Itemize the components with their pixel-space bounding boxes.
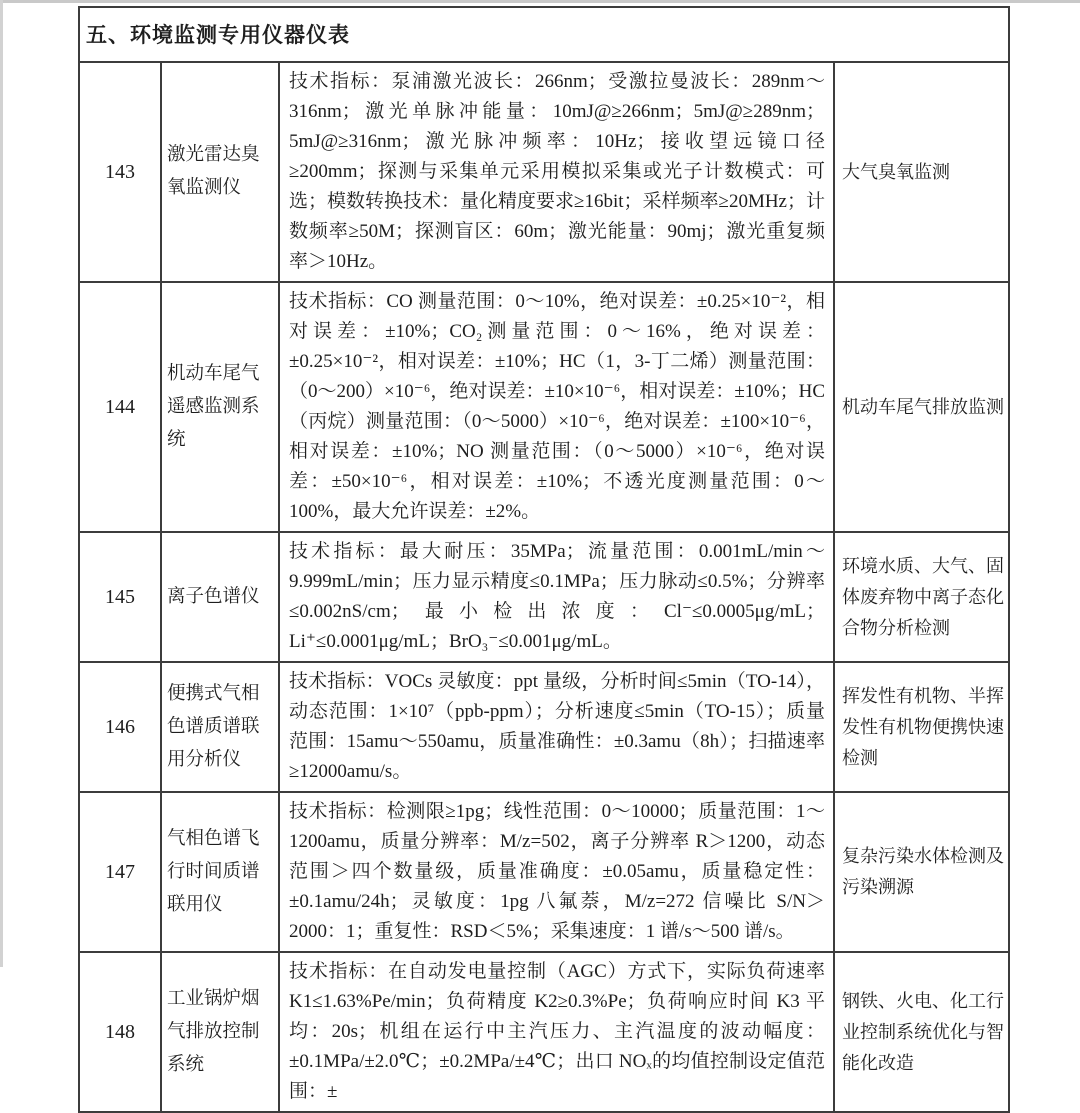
row-number: 144 [79,282,161,532]
instrument-name: 激光雷达臭氧监测仪 [161,62,279,282]
table-row [79,792,1009,952]
application: 复杂污染水体检测及污染溯源 [834,792,1009,952]
section-header-row [79,7,1009,62]
row-number: 147 [79,792,161,952]
tech-specs: 技术指标：检测限≥1pg；线性范围：0～10000；质量范围：1～1200amu，质量分辨率：M/z=502，离子分辨率 R＞1200，动态范围＞四个数量级，质量准确度：±0.05amu，质量稳定性：±0.1amu/24h；灵敏度：1pg 八氟萘，M/z=272 信噪比 S/N＞2000：1；重复性：RSD＜5%；采集速度：1 谱/s～500 谱/s。 [279,792,834,952]
page-edge-left [0,0,3,967]
instrument-name: 便携式气相色谱质谱联用分析仪 [161,662,279,792]
application: 环境水质、大气、固体废弃物中离子态化合物分析检测 [834,532,1009,662]
table-row [79,62,1009,282]
instrument-name: 机动车尾气遥感监测系统 [161,282,279,532]
section-title: 五、环境监测专用仪器仪表 [79,7,1009,62]
application: 大气臭氧监测 [834,62,1009,282]
instrument-table [78,6,1010,1113]
tech-specs: 技术指标：泵浦激光波长：266nm；受激拉曼波长：289nm～316nm；激光单脉冲能量：10mJ@≥266nm；5mJ@≥289nm；5mJ@≥316nm；激光脉冲频率：10Hz；接收望远镜口径≥200mm；探测与采集单元采用模拟采集或光子计数模式：可选；模数转换技术：量化精度要求≥16bit；采样频率≥20MHz；计数频率≥50M；探测盲区：60m；激光能量：90mj；激光重复频率＞10Hz。 [279,62,834,282]
application: 机动车尾气排放监测 [834,282,1009,532]
table-row [79,282,1009,532]
row-number: 146 [79,662,161,792]
application: 钢铁、火电、化工行业控制系统优化与智能化改造 [834,952,1009,1112]
application: 挥发性有机物、半挥发性有机物便携快速检测 [834,662,1009,792]
table-row [79,532,1009,662]
row-number: 145 [79,532,161,662]
row-number: 143 [79,62,161,282]
instrument-name: 离子色谱仪 [161,532,279,662]
row-number: 148 [79,952,161,1112]
table-row [79,952,1009,1112]
tech-specs: 技术指标：最大耐压：35MPa；流量范围：0.001mL/min～9.999mL/min；压力显示精度≤0.1MPa；压力脉动≤0.5%；分辨率≤0.002nS/cm；最小检出浓度：Cl⁻≤0.0005μg/mL；Li⁺≤0.0001μg/mL；BrO₃⁻≤0.001μg/mL。 [279,532,834,662]
tech-specs: 技术指标：在自动发电量控制（AGC）方式下，实际负荷速率 K1≤1.63%Pe/min；负荷精度 K2≥0.3%Pe；负荷响应时间 K3 平均：20s；机组在运行中主汽压力、主汽温度的波动幅度：±0.1MPa/±2.0℃；±0.2MPa/±4℃；出口 NOₓ的均值控制设定值范围：± [279,952,834,1112]
instrument-name: 气相色谱飞行时间质谱联用仪 [161,792,279,952]
instrument-name: 工业锅炉烟气排放控制系统 [161,952,279,1112]
tech-specs: 技术指标：CO 测量范围：0～10%，绝对误差：±0.25×10⁻²，相对误差：±10%；CO₂测量范围：0～16%，绝对误差：±0.25×10⁻²，相对误差：±10%；HC（1，3-丁二烯）测量范围：（0～200）×10⁻⁶，绝对误差：±10×10⁻⁶，相对误差：±10%；HC（丙烷）测量范围：（0～5000）×10⁻⁶，绝对误差：±100×10⁻⁶，相对误差：±10%；NO 测量范围：（0～5000）×10⁻⁶，绝对误差：±50×10⁻⁶，相对误差：±10%；不透光度测量范围：0～100%，最大允许误差：±2%。 [279,282,834,532]
page-edge-top [0,0,1080,3]
tech-specs: 技术指标：VOCs 灵敏度：ppt 量级，分析时间≤5min（TO-14），动态范围：1×10⁷（ppb-ppm）；分析速度≤5min（TO-15）；质量范围：15amu～550amu，质量准确性：±0.3amu（8h）；扫描速率≥12000amu/s。 [279,662,834,792]
table-row [79,662,1009,792]
